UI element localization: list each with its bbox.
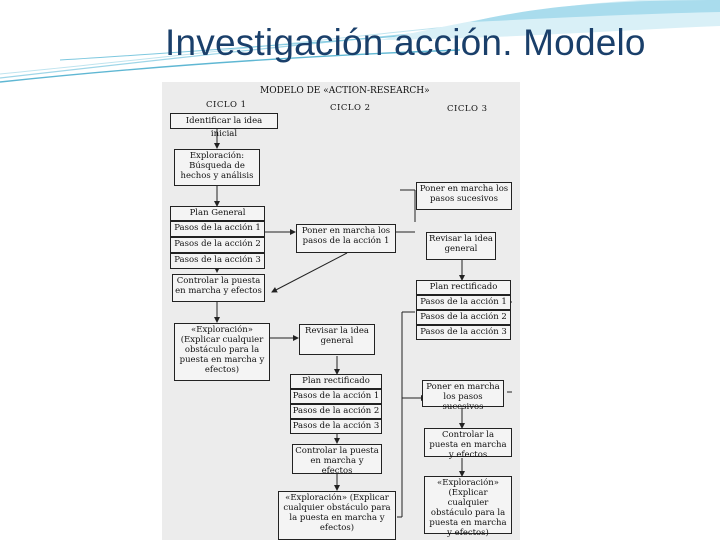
cycle-3-label: CICLO 3 xyxy=(447,104,488,114)
control-implementation-box-2: Controlar la puesta en marcha y efectos xyxy=(292,444,382,474)
plan-general-step-3: Pasos de la acción 3 xyxy=(170,253,265,269)
plan-general-title: Plan General xyxy=(170,206,265,221)
exploration-obstacles-box: «Exploración» (Explicar cualquier obstáculo para la puesta en marcha y efectos) xyxy=(174,323,270,381)
control-implementation-box: Controlar la puesta en marcha y efectos xyxy=(172,274,265,302)
exploration-box: Exploración: Búsqueda de hechos y análisis xyxy=(174,149,260,186)
plan-rectified-step-3: Pasos de la acción 3 xyxy=(290,419,382,434)
implement-steps-box: Poner en marcha los pasos de la acción 1 xyxy=(296,224,396,253)
plan-general-step-1: Pasos de la acción 1 xyxy=(170,221,265,237)
plan-rectified-step-2: Pasos de la acción 2 xyxy=(290,404,382,419)
plan-rectified-step-3-3: Pasos de la acción 3 xyxy=(416,325,511,340)
identify-initial-idea-box: Identificar la idea inicial xyxy=(170,113,278,129)
revise-general-idea-box-3: Revisar la idea general xyxy=(426,232,496,260)
cycle-1-label: CICLO 1 xyxy=(206,100,247,110)
control-implementation-box-3: Controlar la puesta en marcha y efectos xyxy=(424,428,512,457)
plan-rectified-step-1-3: Pasos de la acción 1 xyxy=(416,295,511,310)
implement-successive-steps-top-box: Poner en marcha los pasos sucesivos xyxy=(416,182,512,210)
implement-successive-steps-bottom-box: Poner en marcha los pasos sucesivos xyxy=(422,380,504,407)
plan-general-step-2: Pasos de la acción 2 xyxy=(170,237,265,253)
plan-rectified-step-1: Pasos de la acción 1 xyxy=(290,389,382,404)
plan-rectified-step-2-3: Pasos de la acción 2 xyxy=(416,310,511,325)
plan-rectified-title: Plan rectificado xyxy=(290,374,382,389)
slide-title: Investigación acción. Modelo xyxy=(165,22,646,63)
cycle-2-label: CICLO 2 xyxy=(330,103,371,113)
exploration-obstacles-box-2: «Exploración» (Explicar cualquier obstáculo para la puesta en marcha y efectos) xyxy=(278,491,396,540)
diagram-header: MODELO DE «ACTION-RESEARCH» xyxy=(260,86,430,96)
revise-general-idea-box: Revisar la idea general xyxy=(299,324,375,355)
exploration-obstacles-box-3: «Exploración» (Explicar cualquier obstáculo para la puesta en marcha y efectos) xyxy=(424,476,512,534)
plan-rectified-title-3: Plan rectificado xyxy=(416,280,511,295)
action-research-diagram xyxy=(162,82,520,540)
